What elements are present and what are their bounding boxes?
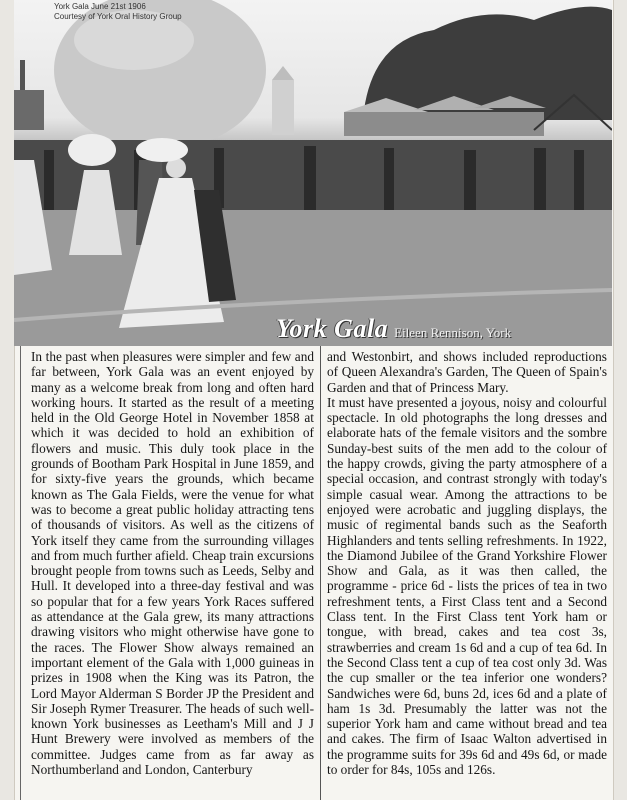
article-heading xyxy=(276,314,511,344)
photo-caption-line-1: York Gala June 21st 1906 xyxy=(54,2,146,11)
pavilion-tower xyxy=(272,80,294,135)
article-title: York Gala xyxy=(276,314,389,343)
article-paragraph-3: It must have presented a joyous, noisy and colourful spectacle. In old photographs the long dresses and elaborate hats of the female visitors and the sombre Sunday-best suits of the men add to the colour of the happy crowds, giving the party atmosphere of a special occasion, and contrast strongly with today's simple casual wear. Among the attractions to be enjoyed were acrobatic and juggling displays, the music of regimental bands such as the Seaforth Highlanders and tents selling refreshments. In 1922, the Diamond Jubilee of the Grand Yorkshire Flower Show and Gala, as it was then called, the programme - price 6d - lists the prices of tea in two refreshment tents, a First Class tent and a Second Class tent. In the First Class tent York ham or tongue, with bread, cakes and tea cost 3s, strawberries and cream 1s 6d and a cup of tea 6d. In the Second Class tent a cup of tea cost only 3d. Was the cup smaller or the tea inferior one wonders? Sandwiches were 6d, buns 2d, ices 6d and a plate of ham 1s 3d. Presumably the latter was not the superior York ham and came without bread and tea and cakes. The firm of Isaac Walton advertised in the programme suits for 39s 6d and 49s 6d, or made to order for 84s, 105s and 126s. xyxy=(327,394,607,778)
gala-photograph xyxy=(14,0,612,346)
article-column-left xyxy=(31,349,314,777)
article-column-right xyxy=(327,349,607,777)
tower-roof xyxy=(272,66,294,80)
photo-scene xyxy=(14,0,612,346)
article-paragraph-1: In the past when pleasures were simpler and few and far between, York Gala was an event enjoyed by many as a welcome break from long and often hard working hours. It started as the result of a meeting held in the Old George Hotel in November 1858 at which it was decided to hold an exhibition of flowers and music. This duly took place in the grounds of Bootham Park Hospital in June 1859, and for sixty-five years the grounds, which became known as The Gala Fields, were the venue for what was to become a great public holiday attracting tens of thousands of visitors. As well as the citizens of York itself they came from the surrounding villages and from much further afield. Cheap train excursions brought people from towns such as Leeds, Selby and Hull. It developed into a three-day festival and was so popular that for a few years York Races suffered as attendance at the Gala grew, its many attractions drawing visitors who might otherwise have gone to the races. The Flower Show always remained an important element of the Gala with 1,000 guineas in prizes in 1908 when the King was its Patron, the Lord Mayor Alderman S Border JP the President and Sir Joseph Rymer Treasurer. The heads of such well-known York businesses as Leetham's Mill and J J Hunt Brewery were involved as members of the committee. Judges came from as far away as Northumberland and London, Canterbury xyxy=(31,349,314,778)
photo-caption xyxy=(54,2,182,22)
parasol-left xyxy=(68,134,116,166)
building-left xyxy=(14,90,44,130)
trees xyxy=(364,7,612,120)
photo-caption-line-2: Courtesy of York Oral History Group xyxy=(54,12,182,21)
marquee-stalls xyxy=(344,112,544,136)
parasol-front xyxy=(136,138,188,162)
column-divider xyxy=(320,346,321,800)
article-author: Eileen Rennison, York xyxy=(394,325,512,340)
left-margin-rule xyxy=(20,346,21,800)
article-paragraph-2: and Westonbirt, and shows included reproductions of Queen Alexandra's Garden, The Queen of Spain's Garden and that of Princess Mary. xyxy=(327,349,607,395)
